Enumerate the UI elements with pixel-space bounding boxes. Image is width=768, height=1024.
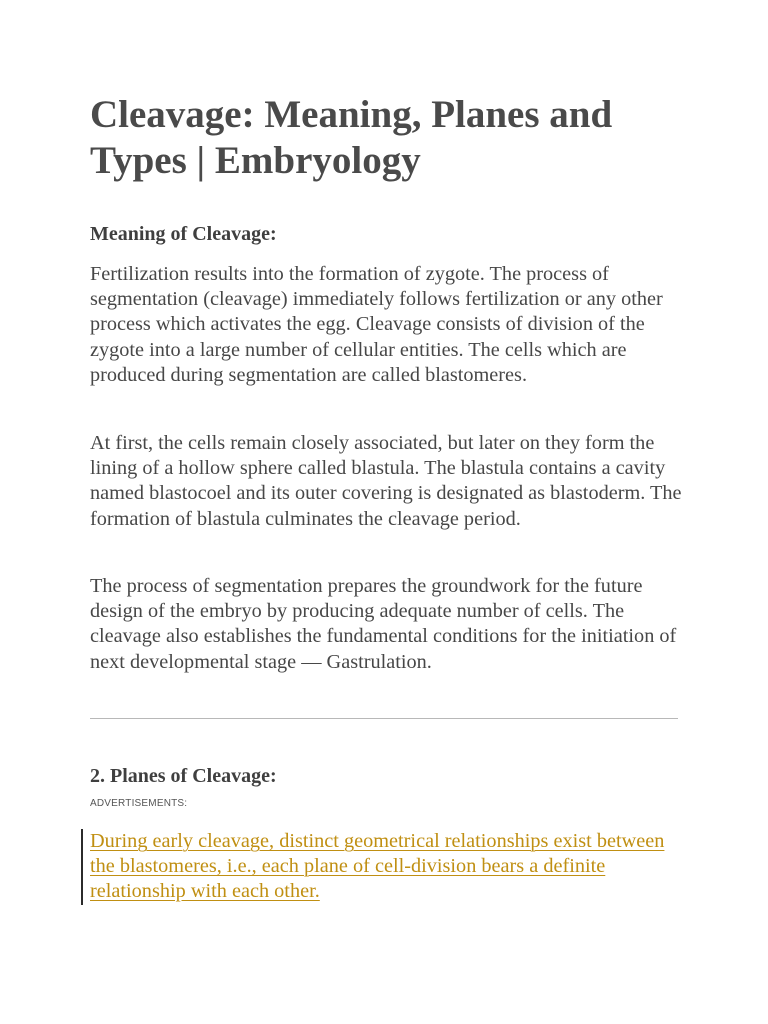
paragraph: Fertilization results into the formation of zygote. The process of segmentation (cleavage) immediately follows fertilization or any other process which activates the egg. Cleavage consists of division of the zygote into a large number of cellular entities. The cells which are produced during segmentation are called blastomeres. <box>90 263 663 386</box>
paragraph: The process of segmentation prepares the groundwork for the future design of the embryo by producing adequate number of cells. The cleavage also establishes the fundamental conditions for the initiation of next developmental stage — Gastrulation. <box>90 575 677 673</box>
advertisement-label: ADVERTISEMENTS: <box>90 798 188 809</box>
blockquote-bar <box>81 829 83 905</box>
section-divider <box>90 718 678 719</box>
paragraph: At first, the cells remain closely associated, but later on they form the lining of a hollow sphere called blastula. The blastula contains a cavity named blastocoel and its outer covering is designated as blastoderm. The formation of blastula culminates the cleavage period. <box>90 432 682 530</box>
article-title: Cleavage: Meaning, Planes and Types | Embryology <box>90 93 613 182</box>
section-heading-meaning: Meaning of Cleavage: <box>90 223 277 245</box>
blockquote-link[interactable]: During early cleavage, distinct geometrical relationships exist between the blastomeres, i.e., each plane of cell-division bears a definite relationship with each other. <box>90 830 665 903</box>
section-heading-planes: 2. Planes of Cleavage: <box>90 765 277 787</box>
